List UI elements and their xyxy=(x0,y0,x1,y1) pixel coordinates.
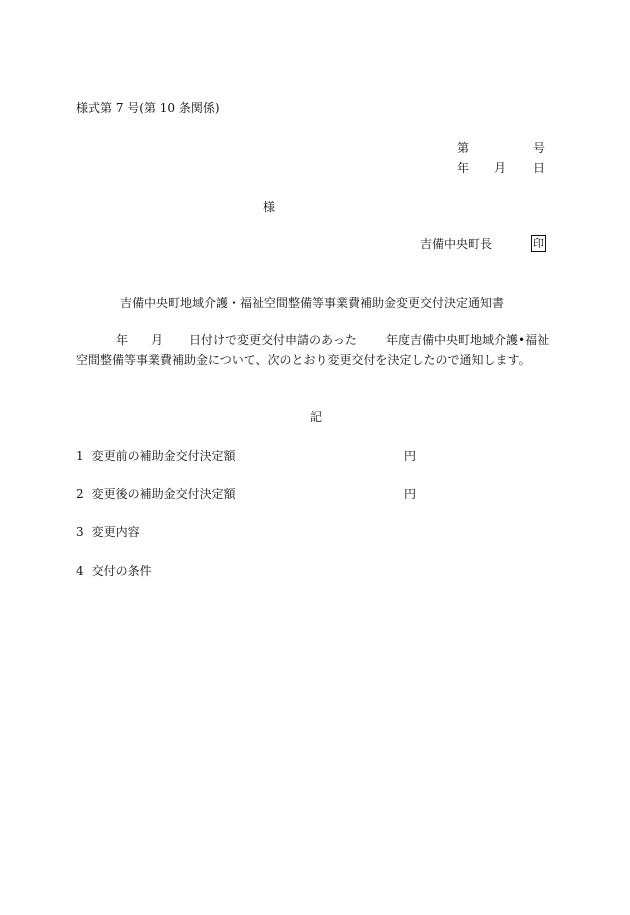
body-text-line2: 空間整備等事業費補助金について、次のとおり変更交付を決定したので通知します。 xyxy=(76,353,531,367)
item-label: 変更後の補助金交付決定額 xyxy=(91,487,236,501)
body-month-label: 月 xyxy=(151,333,164,347)
item-number: 1 xyxy=(76,449,84,463)
date-month-label: 月 xyxy=(494,161,507,175)
document-title: 吉備中央町地域介護・福祉空間整備等事業費補助金変更交付決定通知書 xyxy=(120,296,505,310)
item-label: 変更内容 xyxy=(91,525,140,539)
item-unit: 円 xyxy=(404,449,417,463)
body-text-line1: 日付けで変更交付申請のあった xyxy=(189,333,357,347)
form-number: 様式第 7 号(第 10 条関係) xyxy=(76,101,220,115)
item-number: 3 xyxy=(76,525,84,539)
addressee-honorific: 様 xyxy=(263,200,276,214)
item-unit: 円 xyxy=(404,487,417,501)
item-label: 交付の条件 xyxy=(91,564,152,578)
ki-heading: 記 xyxy=(310,410,323,424)
item-number: 2 xyxy=(76,487,84,501)
document-number-suffix: 号 xyxy=(533,141,546,155)
date-day-label: 日 xyxy=(533,161,546,175)
item-number: 4 xyxy=(76,564,84,578)
sender-name: 吉備中央町長 xyxy=(420,237,493,251)
body-year-label: 年 xyxy=(116,333,129,347)
list-item xyxy=(76,525,140,539)
list-item xyxy=(76,564,152,578)
document-number-prefix: 第 xyxy=(457,141,470,155)
item-label: 変更前の補助金交付決定額 xyxy=(91,449,236,463)
list-item xyxy=(76,449,236,463)
list-item xyxy=(76,487,236,501)
seal-stamp: 印 xyxy=(533,237,544,250)
body-text-line1-continued: 年度吉備中央町地域介護•福祉 xyxy=(386,333,550,347)
date-year-label: 年 xyxy=(457,161,470,175)
